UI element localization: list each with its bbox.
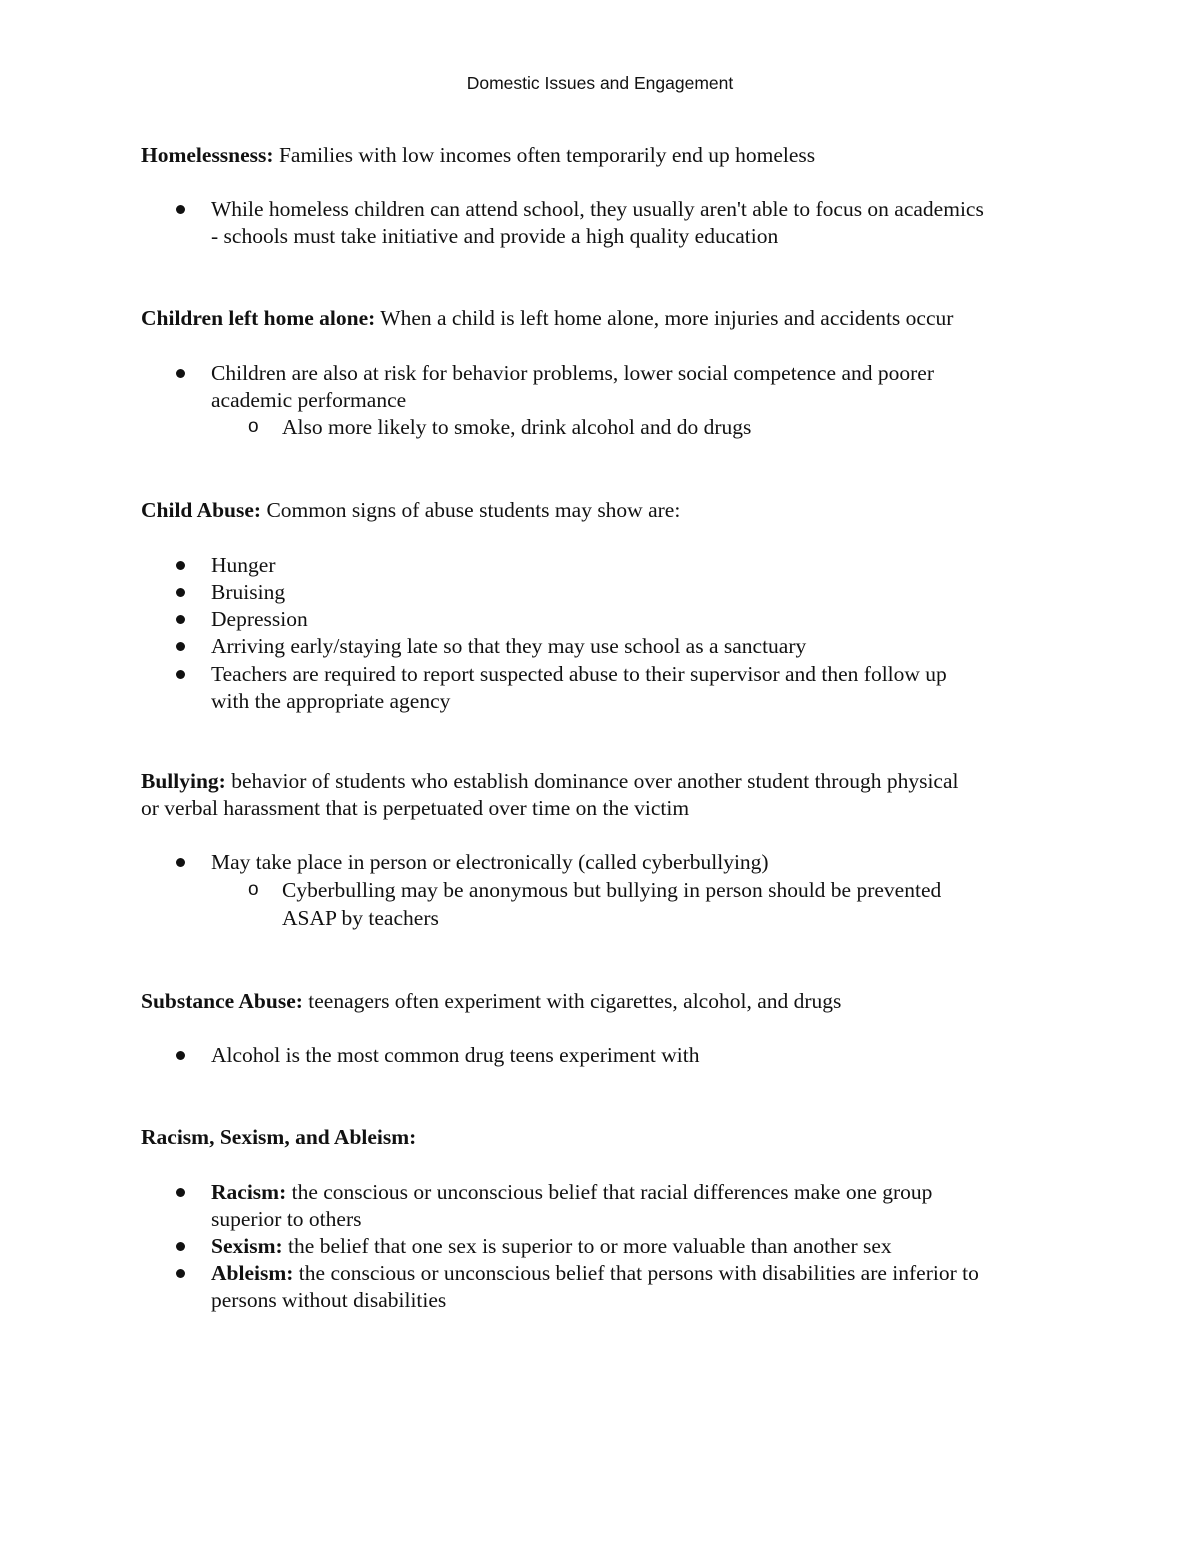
heading-text: Common signs of abuse students may show are: bbox=[261, 498, 681, 522]
definition-text: the conscious or unconscious belief that persons with disabilities are inferior to bbox=[293, 1261, 979, 1285]
list-item-line bbox=[211, 1233, 892, 1260]
bullet-icon bbox=[176, 642, 185, 651]
definition-text: the conscious or unconscious belief that racial differences make one group bbox=[286, 1180, 933, 1204]
list-item-line: persons without disabilities bbox=[211, 1288, 447, 1312]
heading-text: behavior of students who establish dominance over another student through physical bbox=[225, 769, 959, 793]
section-heading-substance-abuse bbox=[141, 988, 841, 1015]
list-item-line: Alcohol is the most common drug teens experiment with bbox=[211, 1043, 700, 1067]
bullet-icon bbox=[176, 1269, 185, 1278]
list-item-line: May take place in person or electronically (called cyberbullying) bbox=[211, 850, 769, 874]
list-item-line: Hunger bbox=[211, 553, 276, 577]
bullet-icon bbox=[176, 670, 185, 679]
term-sexism: Sexism: bbox=[211, 1234, 283, 1258]
list-item-line bbox=[211, 1260, 979, 1287]
heading-text: Families with low incomes often temporarily end up homeless bbox=[273, 143, 816, 167]
bullet-icon bbox=[176, 615, 185, 624]
list-item-line bbox=[211, 1179, 932, 1206]
section-heading-bullying bbox=[141, 768, 958, 795]
list-item-line: - schools must take initiative and provide a high quality education bbox=[211, 224, 779, 248]
term-racism: Racism: bbox=[211, 1180, 287, 1204]
list-item-line: with the appropriate agency bbox=[211, 689, 451, 713]
list-item-line: Depression bbox=[211, 607, 308, 631]
heading-term: Homelessness: bbox=[141, 143, 274, 167]
heading-term: Child Abuse: bbox=[141, 498, 262, 522]
heading-text: teenagers often experiment with cigarettes, alcohol, and drugs bbox=[302, 989, 842, 1013]
sub-list-item-line: Also more likely to smoke, drink alcohol and do drugs bbox=[282, 415, 752, 439]
bullet-icon bbox=[176, 369, 185, 378]
list-item-line: superior to others bbox=[211, 1207, 362, 1231]
term-ableism: Ableism: bbox=[211, 1261, 294, 1285]
bullet-icon bbox=[176, 588, 185, 597]
sub-list-item-line: Cyberbulling may be anonymous but bullying in person should be prevented bbox=[282, 878, 942, 902]
list-item-line: academic performance bbox=[211, 388, 407, 412]
list-item-line: Children are also at risk for behavior problems, lower social competence and poorer bbox=[211, 361, 934, 385]
list-item-line: Bruising bbox=[211, 580, 286, 604]
heading-term: Substance Abuse: bbox=[141, 989, 303, 1013]
bullet-icon bbox=[176, 858, 185, 867]
definition-text: the belief that one sex is superior to or more valuable than another sex bbox=[282, 1234, 892, 1258]
bullet-icon bbox=[176, 1188, 185, 1197]
section-heading-continuation: or verbal harassment that is perpetuated over time on the victim bbox=[141, 796, 690, 820]
list-item-line: While homeless children can attend school, they usually aren't able to focus on academics bbox=[211, 197, 984, 221]
heading-text: When a child is left home alone, more injuries and accidents occur bbox=[375, 306, 954, 330]
bullet-icon bbox=[176, 1242, 185, 1251]
hollow-bullet-icon: o bbox=[248, 879, 259, 900]
page-title: Domestic Issues and Engagement bbox=[466, 73, 734, 93]
section-heading-child-abuse bbox=[141, 497, 680, 524]
list-item-line: Teachers are required to report suspected abuse to their supervisor and then follow up bbox=[211, 662, 947, 686]
hollow-bullet-icon: o bbox=[248, 416, 259, 437]
bullet-icon bbox=[176, 205, 185, 214]
heading-term: Bullying: bbox=[141, 769, 226, 793]
heading-term: Racism, Sexism, and Ableism: bbox=[141, 1125, 417, 1149]
sub-list-item-line: ASAP by teachers bbox=[282, 906, 439, 930]
section-heading-homelessness bbox=[141, 142, 815, 169]
section-heading-racism-sexism-ableism bbox=[141, 1124, 416, 1151]
section-heading-children-home-alone bbox=[141, 305, 953, 332]
bullet-icon bbox=[176, 1051, 185, 1060]
list-item-line: Arriving early/staying late so that they may use school as a sanctuary bbox=[211, 634, 807, 658]
bullet-icon bbox=[176, 561, 185, 570]
heading-term: Children left home alone: bbox=[141, 306, 376, 330]
